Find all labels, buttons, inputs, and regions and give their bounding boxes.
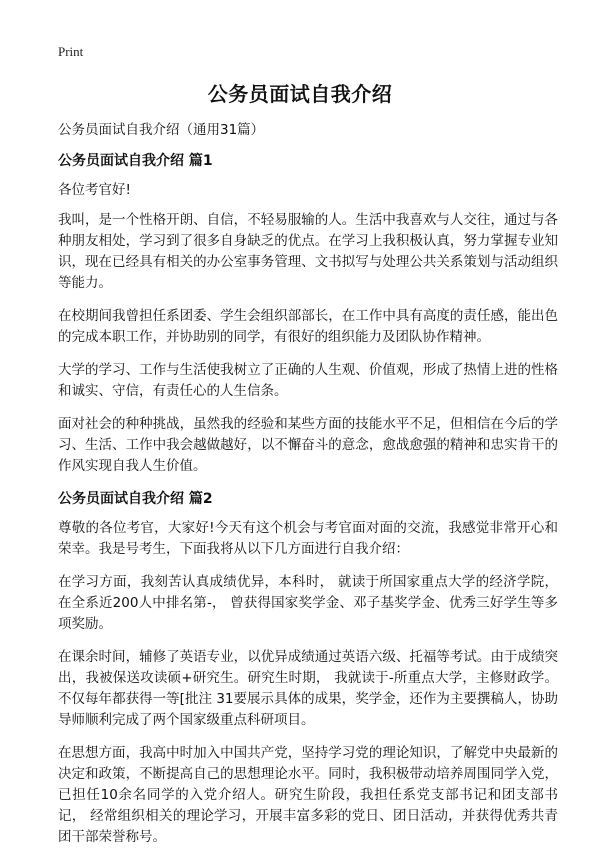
paragraph: 大学的学习、工作与生活使我树立了正确的人生观、价值观，形成了热情上进的性格和诚实、守信，有责任心的人生信条。 bbox=[58, 362, 558, 399]
paragraph: 尊敬的各位考官，大家好!今天有这个机会与考官面对面的交流，我感觉非常开心和荣幸。我是号考生，下面我将从以下几方面进行自我介绍： bbox=[58, 520, 558, 557]
page-title: 公务员面试自我介绍 bbox=[207, 82, 393, 106]
greeting-text: 各位考官好! bbox=[58, 182, 131, 198]
section-1 bbox=[58, 151, 558, 477]
document-subtitle: 公务员面试自我介绍（通用31篇） bbox=[58, 122, 265, 138]
section-2 bbox=[58, 489, 558, 848]
document-body bbox=[58, 120, 558, 860]
paragraph: 面对社会的种种挑战，虽然我的经验和某些方面的技能水平不足，但相信在今后的学习、生活、工作中我会越做越好，以不懈奋斗的意念，愈战愈强的精神和忠实肯干的作风实现自我人生价值。 bbox=[58, 416, 558, 474]
paragraph: 在思想方面，我高中时加入中国共产党，坚持学习党的理论知识，了解党中央最新的决定和政策，不断提高自己的思想理论水平。同时，我积极带动培养周围同学入党，已担任10余名同学的入党介绍人。研究生阶段，我担任系党支部书记和团支部书记， 经常组织相关的理论学习，开展丰富多彩的党日、团日活动，并获得优秀共青团干部荣誉称号。 bbox=[58, 745, 558, 845]
paragraph: 在课余时间，辅修了英语专业，以优异成绩通过英语六级、托福等考试。由于成绩突出，我被保送攻读硕+研究生。研究生时期， 我就读于-所重点大学，主修财政学。不仅每年都获得一等[批注 31要展示具体的成果，奖学金，还作为主要撰稿人，协助导师顺利完成了两个国家级重点科研项目。 bbox=[58, 649, 558, 728]
section-heading: 公务员面试自我介绍 篇2 bbox=[58, 491, 213, 507]
print-link[interactable]: Print bbox=[58, 44, 84, 59]
paragraph: 在学习方面，我刻苦认真成绩优异，本科时， 就读于所国家重点大学的经济学院，在全系近200人中排名第-， 曾获得国家奖学金、邓子基奖学金、优秀三好学生等多项奖励。 bbox=[58, 574, 558, 632]
paragraph: 在校期间我曾担任系团委、学生会组织部部长，在工作中具有高度的责任感，能出色的完成本职工作，并协助别的同学，有很好的组织能力及团队协作精神。 bbox=[58, 308, 558, 345]
paragraph: 我叫，是一个性格开朗、自信，不轻易服输的人。生活中我喜欢与人交往，通过与各种朋友相处，学习到了很多自身缺乏的优点。在学习上我积极认真，努力掌握专业知识，现在已经具有相关的办公室事务管理、文书拟写与处理公共关系策划与活动组织等能力。 bbox=[58, 212, 558, 291]
section-heading: 公务员面试自我介绍 篇1 bbox=[58, 153, 213, 169]
